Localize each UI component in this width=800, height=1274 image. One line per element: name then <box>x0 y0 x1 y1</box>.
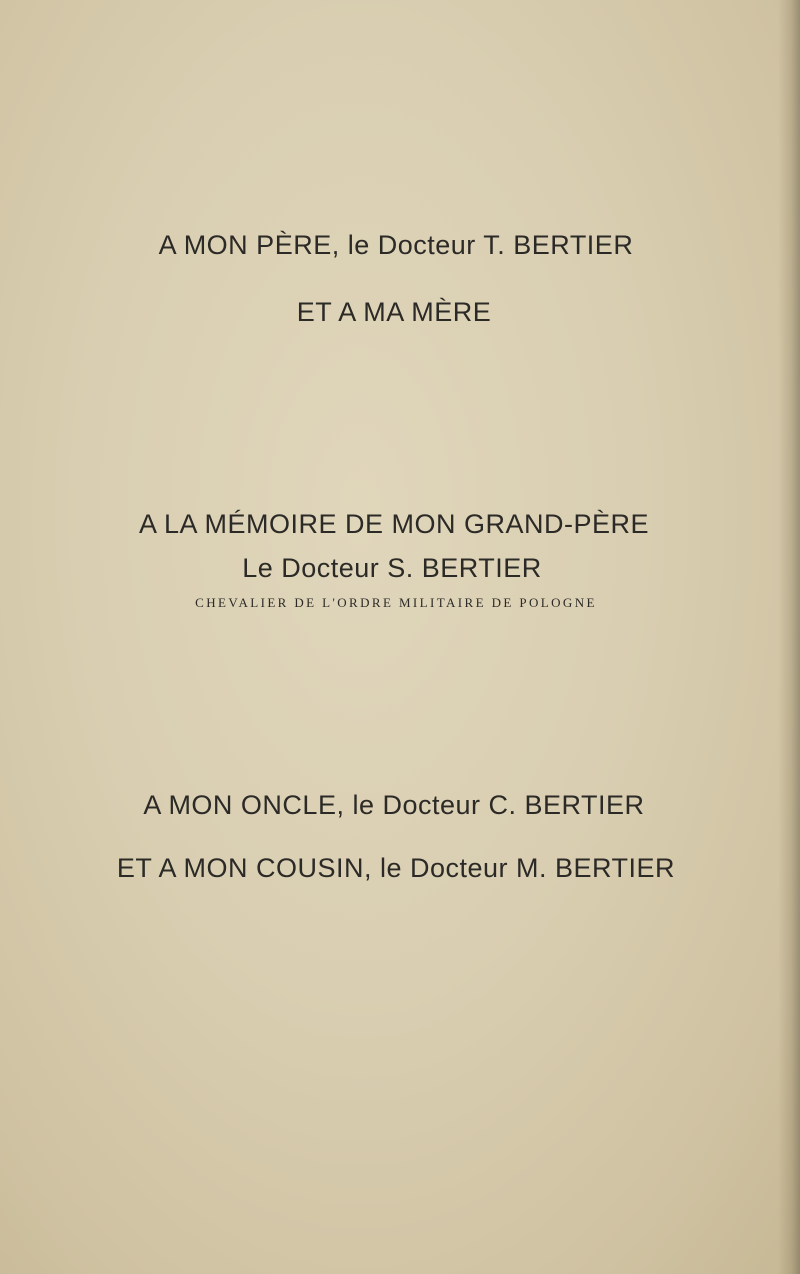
dedication-uncle: A MON ONCLE, le Docteur C. BERTIER <box>143 790 645 820</box>
page-edge-shadow <box>778 0 800 1274</box>
dedication-grandfather-title: CHEVALIER DE L'ORDRE MILITAIRE DE POLOGNE <box>195 595 597 610</box>
dedication-grandfather-name: Le Docteur S. BERTIER <box>242 553 542 583</box>
dedication-cousin: ET A MON COUSIN, le Docteur M. BERTIER <box>116 853 676 883</box>
dedication-grandfather-heading: A LA MÉMOIRE DE MON GRAND-PÈRE <box>138 509 650 539</box>
dedication-mother: ET A MA MÈRE <box>296 297 492 327</box>
dedication-father: A MON PÈRE, le Docteur T. BERTIER <box>158 230 634 260</box>
